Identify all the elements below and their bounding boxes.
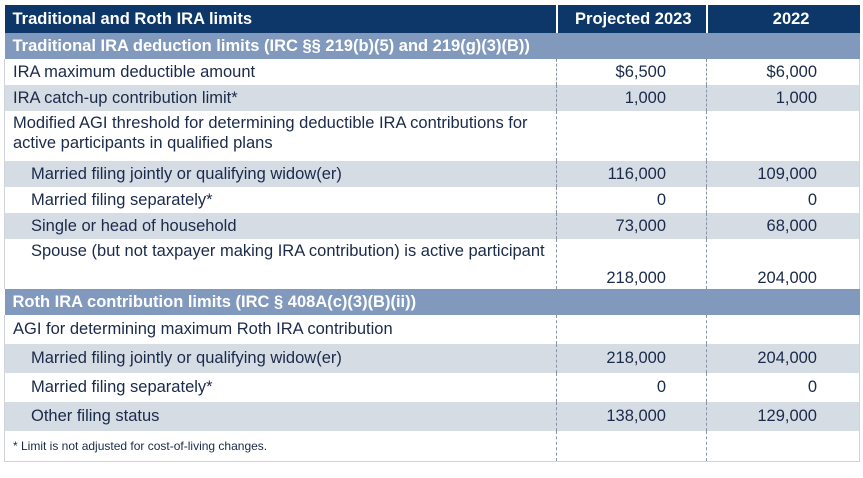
table-row (5, 315, 860, 344)
table-row (5, 239, 860, 289)
footnote-spacer-2023 (557, 431, 707, 461)
table-row (5, 373, 860, 402)
table-row (5, 59, 860, 85)
column-header-2023: Projected 2023 (557, 5, 707, 33)
value-2022: 129,000 (707, 402, 860, 431)
value-2023 (557, 111, 707, 161)
footnote-spacer-2022 (707, 431, 860, 461)
row-label: Single or head of household (5, 213, 557, 239)
column-header-2022: 2022 (707, 5, 860, 33)
table-row (5, 402, 860, 431)
value-2023: $6,500 (557, 59, 707, 85)
value-2023: 218,000 (557, 344, 707, 373)
ira-limits-table (4, 5, 860, 462)
value-2022: $6,000 (707, 59, 860, 85)
value-2023: 0 (557, 187, 707, 213)
value-2022 (707, 315, 860, 344)
row-label: Spouse (but not taxpayer making IRA contribution) is active participant (5, 239, 557, 289)
value-2023: 73,000 (557, 213, 707, 239)
value-2023: 218,000 (557, 239, 707, 289)
value-2022: 1,000 (707, 85, 860, 111)
table-row (5, 161, 860, 187)
table-row (5, 187, 860, 213)
value-2023 (557, 315, 707, 344)
value-2022: 0 (707, 187, 860, 213)
value-2022: 204,000 (707, 344, 860, 373)
footnote: * Limit is not adjusted for cost-of-living changes. (5, 431, 557, 461)
section-header-roth (5, 289, 860, 315)
row-label: Married filing separately* (5, 373, 557, 402)
section-header-traditional (5, 33, 860, 59)
row-label: Married filing jointly or qualifying widow(er) (5, 161, 557, 187)
table-title: Traditional and Roth IRA limits (5, 5, 557, 33)
row-label: IRA maximum deductible amount (5, 59, 557, 85)
value-2023: 0 (557, 373, 707, 402)
value-2023: 116,000 (557, 161, 707, 187)
row-label: Modified AGI threshold for determining deductible IRA contributions for active participants in qualified plans (5, 111, 557, 161)
section-title-traditional: Traditional IRA deduction limits (IRC §§ 219(b)(5) and 219(g)(3)(B)) (5, 33, 860, 59)
table-row (5, 344, 860, 373)
table-row (5, 213, 860, 239)
row-label: Married filing separately* (5, 187, 557, 213)
row-label: IRA catch-up contribution limit* (5, 85, 557, 111)
section-title-roth: Roth IRA contribution limits (IRC § 408A(c)(3)(B)(ii)) (5, 289, 860, 315)
value-2022: 68,000 (707, 213, 860, 239)
value-2023: 138,000 (557, 402, 707, 431)
value-2022: 109,000 (707, 161, 860, 187)
row-label: Married filing jointly or qualifying widow(er) (5, 344, 557, 373)
value-2022 (707, 111, 860, 161)
ira-limits-table-container (4, 5, 859, 462)
table-row (5, 85, 860, 111)
value-2022: 0 (707, 373, 860, 402)
table-row (5, 111, 860, 161)
row-label: Other filing status (5, 402, 557, 431)
value-2022: 204,000 (707, 239, 860, 289)
value-2023: 1,000 (557, 85, 707, 111)
footnote-row (5, 431, 860, 461)
row-label: AGI for determining maximum Roth IRA contribution (5, 315, 557, 344)
table-header-row (5, 5, 860, 33)
